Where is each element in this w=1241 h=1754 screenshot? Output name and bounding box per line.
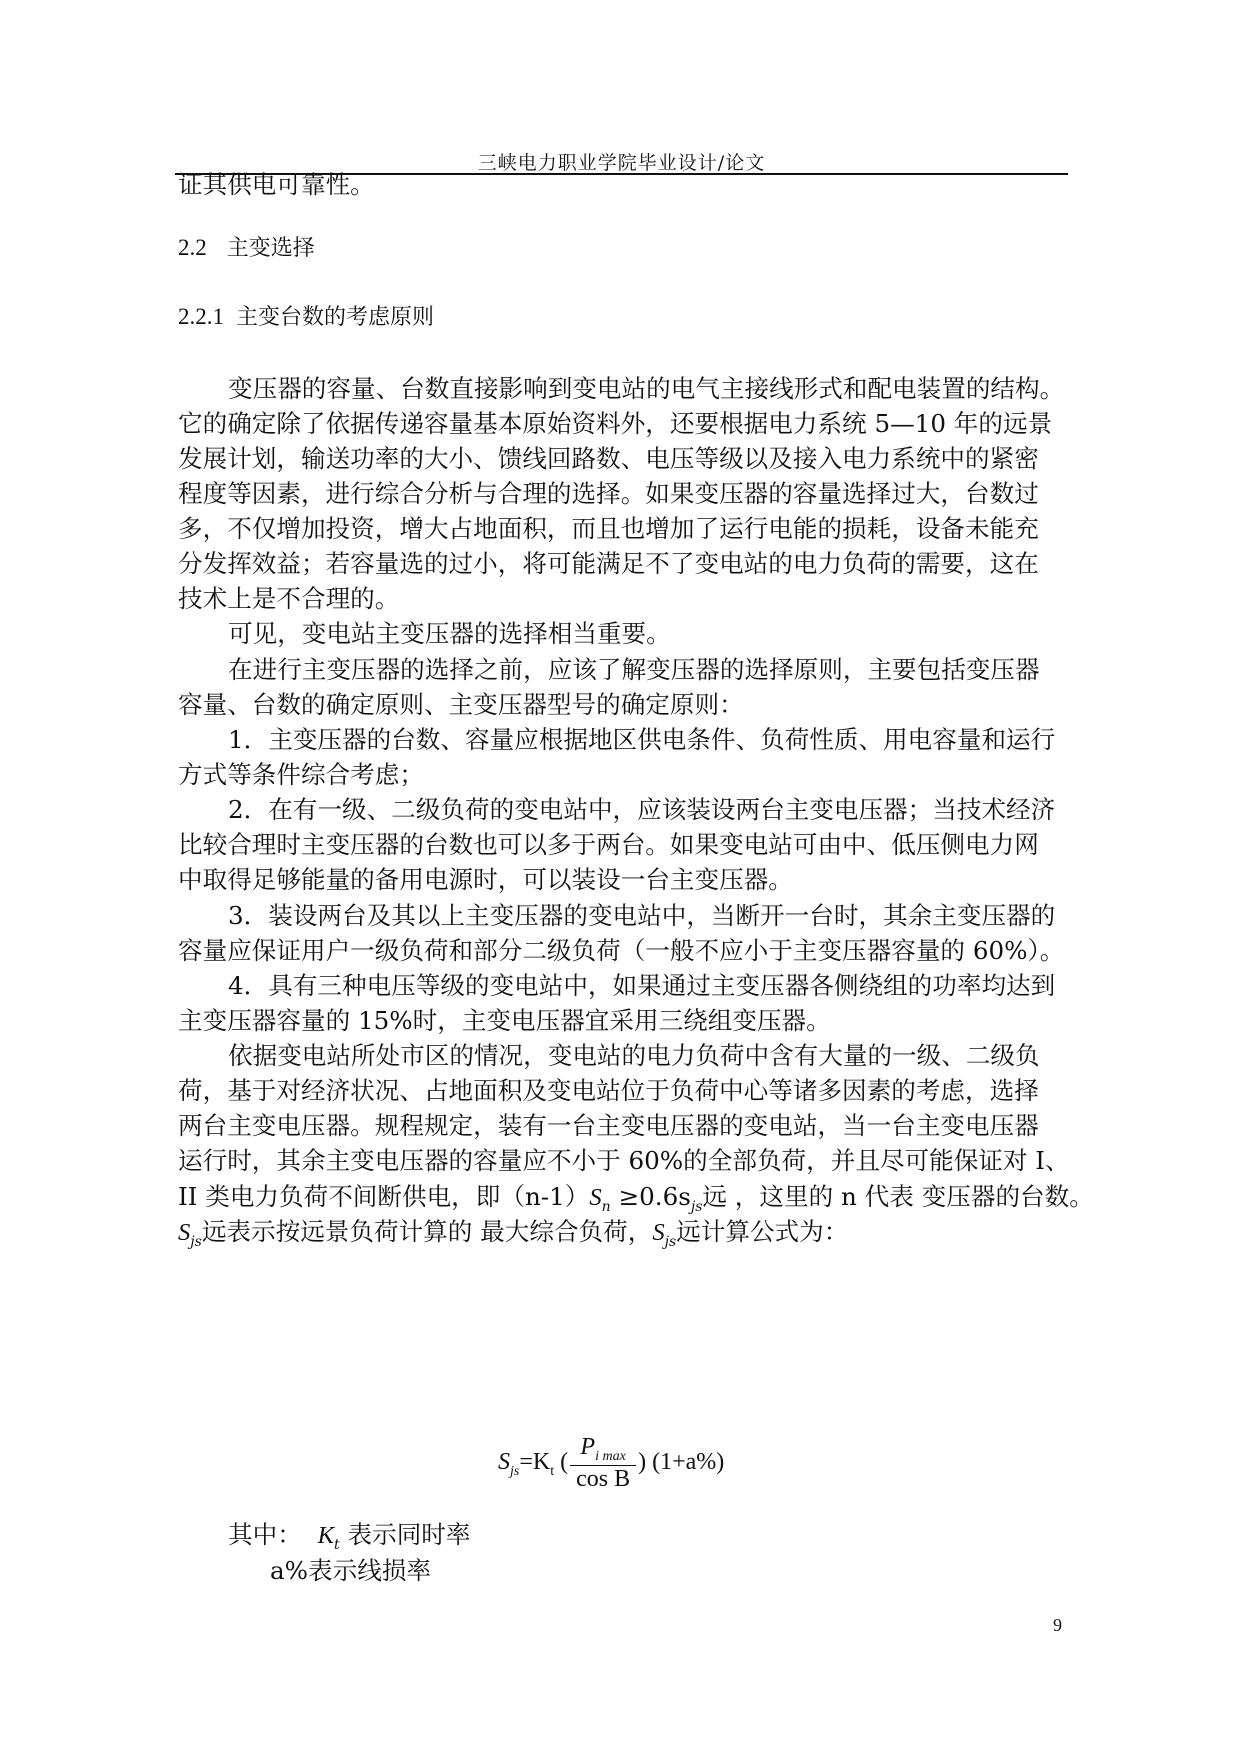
formula-block: [178, 1418, 1068, 1498]
list-item-4: 4．具有三种电压等级的变电站中，如果通过主变压器各侧绕组的功率均达到: [228, 971, 1056, 1000]
math-var: S: [589, 1184, 602, 1211]
section-heading-2-2: [178, 231, 315, 262]
paragraph-line: 依据变电站所处市区的情况，变电站的电力负荷中含有大量的一级、二级负: [228, 1041, 1040, 1070]
formula-denominator: cos B: [576, 1466, 631, 1492]
text-span: ≥0.6s: [610, 1182, 691, 1211]
paragraph-line: 运行时，其余主变电压器的容量应不小于 60%的全部负荷，并且尽可能保证对 I、: [178, 1146, 1070, 1175]
where-line-2: a%表示线损率: [270, 1556, 432, 1585]
paragraph-line: 方式等条件综合考虑；: [178, 760, 424, 789]
math-subscript: js: [190, 1234, 202, 1250]
list-item-3: 3．装设两台及其以上主变压器的变电站中，当断开一台时，其余主变压器的: [228, 901, 1056, 930]
paragraph-line: 它的确定除了依据传递容量基本原始资料外，还要根据电力系统 5—10 年的远景: [178, 409, 1053, 438]
paragraph-line: 主变压器容量的 15%时，主变电压器宜采用三绕组变压器。: [178, 1006, 831, 1035]
kt-description: 表示同时率: [347, 1520, 471, 1549]
paragraph-line: 荷，基于对经济状况、占地面积及变电站位于负荷中心等诸多因素的考虑，选择: [178, 1076, 1039, 1105]
formula-close-paren: ): [638, 1449, 647, 1476]
where-label: 其中：: [228, 1520, 302, 1549]
paragraph-line: 多，不仅增加投资，增大占地面积，而且也增加了运行电能的损耗，设备未能充: [178, 514, 1039, 543]
math-subscript: js: [690, 1199, 703, 1215]
text-span: 远表示按远景负荷计算的 最大综合负荷，: [201, 1217, 653, 1246]
math-subscript: t: [334, 1537, 340, 1553]
section-title: 主变台数的考虑原则: [236, 305, 435, 330]
formula-numerator: [570, 1434, 636, 1466]
formula-tail: (1+a%): [652, 1449, 725, 1476]
paragraph-line: 容量、台数的确定原则、主变压器型号的确定原则：: [178, 690, 744, 719]
formula-lhs: S: [498, 1449, 510, 1476]
paragraph-line: 比较合理时主变压器的台数也可以多于两台。如果变电站可由中、低压侧电力网: [178, 830, 1039, 859]
list-item-2: 2．在有一级、二级负荷的变电站中，应该装设两台主变电压器；当技术经济: [228, 795, 1056, 824]
math-var: S: [652, 1219, 665, 1246]
paragraph-line: 两台主变电压器。规程规定，装有一台主变电压器的变电站，当一台主变电压器: [178, 1111, 1039, 1140]
paragraph-line: 变压器的容量、台数直接影响到变电站的电气主接线形式和配电装置的结构。: [228, 374, 1065, 403]
formula-eq: =K: [519, 1449, 551, 1476]
section-number: 2.2.1: [178, 304, 224, 329]
list-item-1: 1．主变压器的台数、容量应根据地区供电条件、负荷性质、用电容量和运行: [228, 725, 1056, 754]
numerator-var: P: [580, 1434, 596, 1460]
formula-kt-sub: t: [550, 1464, 555, 1480]
paragraph-line: 证其供电可靠性。: [178, 170, 375, 199]
section-title: 主变选择: [226, 236, 315, 261]
text-span: 远计算公式为：: [676, 1217, 849, 1246]
paragraph-line: 容量应保证用户一级负荷和部分二级负荷（一般不应小于主变压器容量的 60%）。: [178, 936, 1065, 965]
section-number: 2.2: [178, 235, 207, 260]
paragraph-line-inline-math: [178, 1213, 848, 1250]
paragraph-line: 可见，变电站主变压器的选择相当重要。: [228, 619, 671, 648]
formula-fraction: [570, 1434, 636, 1493]
math-subscript: n: [601, 1199, 611, 1215]
math-subscript: js: [664, 1234, 677, 1250]
paragraph-line: 分发挥效益；若容量选的过小，将可能满足不了变电站的电力负荷的需要，这在: [178, 549, 1039, 578]
paragraph-line: 程度等因素，进行综合分析与合理的选择。如果变压器的容量选择过大，台数过: [178, 479, 1039, 508]
paragraph-line: 发展计划，输送功率的大小、馈线回路数、电压等级以及接入电力系统中的紧密: [178, 444, 1039, 473]
paragraph-line: 技术上是不合理的。: [178, 584, 400, 613]
header-title: 三峡电力职业学院毕业设计/论文: [477, 152, 766, 174]
math-var: K: [317, 1522, 335, 1549]
text-span: 远 ，这里的 n 代表 变压器的台数。: [702, 1182, 1094, 1211]
numerator-sub: i max: [595, 1449, 626, 1464]
text-span: II 类电力负荷不间断供电，即（n-1）: [178, 1182, 590, 1211]
where-line: [228, 1516, 470, 1553]
section-heading-2-2-1: [178, 300, 434, 331]
math-var: S: [178, 1219, 191, 1246]
formula-open-paren: (: [560, 1449, 569, 1476]
paragraph-line: 在进行主变压器的选择之前，应该了解变压器的选择原则，主要包括变压器: [228, 655, 1040, 684]
paragraph-line-inline-math: [178, 1178, 1094, 1215]
paragraph-line: 中取得足够能量的备用电源时，可以装设一台主变压器。: [178, 865, 793, 894]
formula-lhs-sub: js: [510, 1464, 520, 1480]
page-number: 9: [1053, 1615, 1062, 1635]
formula: [498, 1434, 724, 1493]
